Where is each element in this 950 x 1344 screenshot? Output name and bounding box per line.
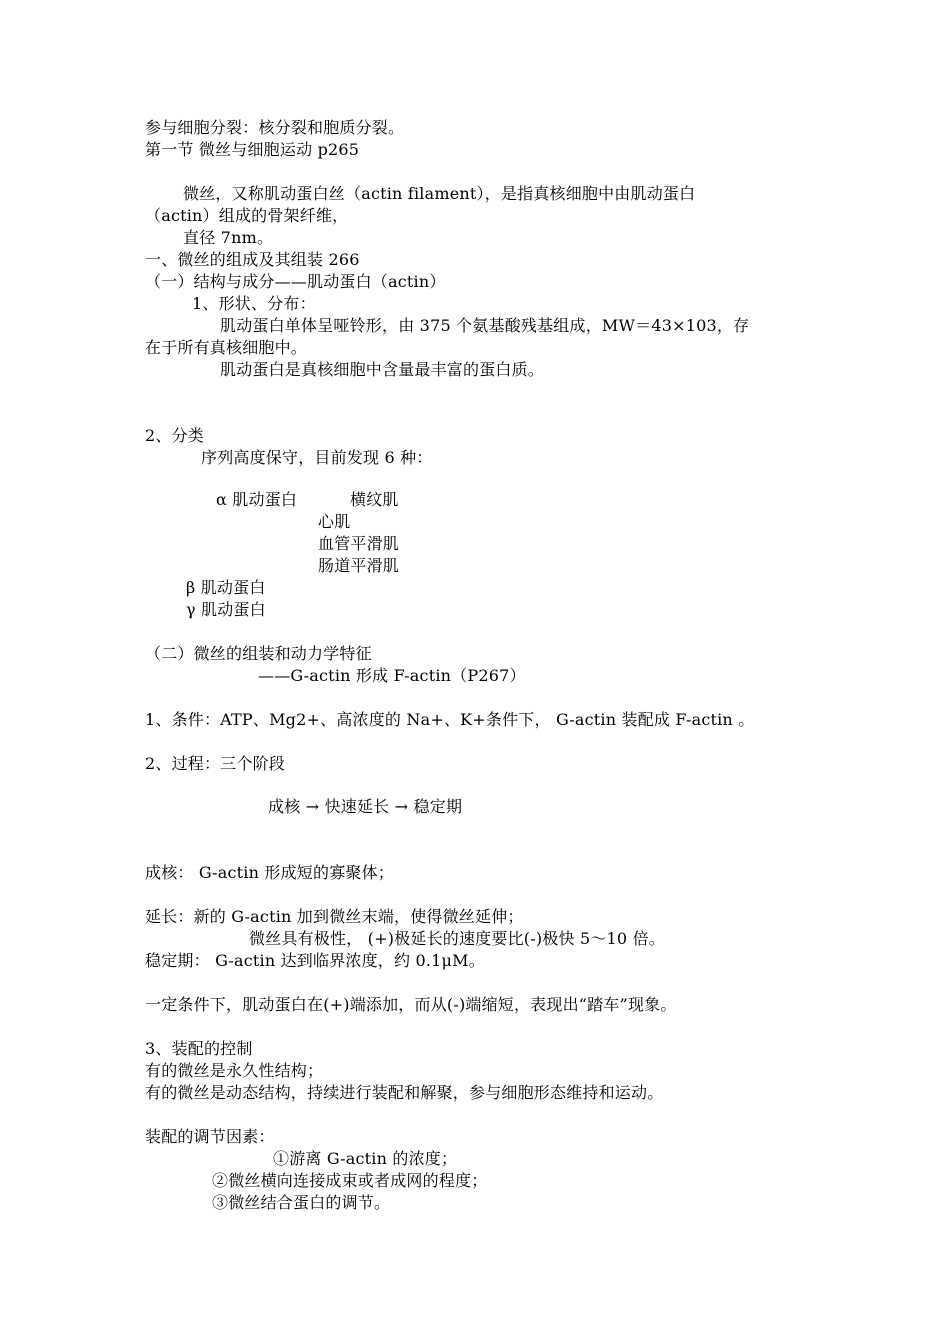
list-item: γ 肌动蛋白 [186,600,266,619]
list-item: ③微丝结合蛋白的调节。 [212,1193,391,1212]
text-line: 有的微丝是动态结构，持续进行装配和解聚，参与细胞形态维持和运动。 [145,1083,664,1102]
text-line: 肌动蛋白单体呈哑铃形，由 375 个氨基酸残基组成，MW＝43×103，存 [220,316,750,335]
list-item: 肠道平滑肌 [318,556,400,575]
text-line: 参与细胞分裂：核分裂和胞质分裂。 [145,118,405,137]
text-line: 延长：新的 G-actin 加到微丝末端，使得微丝延伸； [145,907,524,926]
item-heading: 3、装配的控制 [145,1039,253,1058]
text-line: 直径 7nm。 [183,228,274,247]
list-item: α 肌动蛋白 [216,490,298,509]
text-line: 装配的调节因素： [145,1127,275,1146]
list-item: 横纹肌 [350,490,399,509]
text-line: （actin）组成的骨架纤维， [145,206,349,225]
text-line: ——G-actin 形成 F-actin（P267） [258,666,526,685]
text-line: 有的微丝是永久性结构； [145,1061,324,1080]
text-line: 微丝，又称肌动蛋白丝（actin filament），是指真核细胞中由肌动蛋白 [183,184,696,203]
list-item: ②微丝横向连接成束或者成网的程度； [212,1171,488,1190]
list-item: 心肌 [318,512,351,531]
section-heading: 第一节 微丝与细胞运动 p265 [145,140,360,159]
text-line: 1、条件：ATP、Mg2+、高浓度的 Na+、K+条件下， G-actin 装配成 F-actin 。 [145,710,755,729]
text-line: 序列高度保守，目前发现 6 种： [201,448,433,467]
text-line: 在于所有真核细胞中。 [145,338,308,357]
process-flow: 成核 → 快速延长 → 稳定期 [268,797,463,816]
subsection-heading: （二）微丝的组装和动力学特征 [145,644,372,663]
text-line: 微丝具有极性， (+)极延长的速度要比(-)极快 5～10 倍。 [249,929,665,948]
list-item: ①游离 G-actin 的浓度； [273,1149,458,1168]
text-line: 成核： G-actin 形成短的寡聚体； [145,863,395,882]
list-item: β 肌动蛋白 [186,578,266,597]
text-line: 稳定期： G-actin 达到临界浓度，约 0.1μM。 [145,951,485,970]
text-line: 肌动蛋白是真核细胞中含量最丰富的蛋白质。 [220,360,545,379]
item-heading: 2、分类 [145,426,204,445]
list-item: 血管平滑肌 [318,534,400,553]
subsection-heading: 一、微丝的组成及其组装 266 [145,250,360,269]
item-heading: 1、形状、分布： [192,294,316,313]
subsection-heading: （一）结构与成分——肌动蛋白（actin） [145,272,446,291]
item-heading: 2、过程：三个阶段 [145,754,285,773]
text-line: 一定条件下，肌动蛋白在(+)端添加，而从(-)端缩短，表现出“踏车”现象。 [145,995,677,1014]
